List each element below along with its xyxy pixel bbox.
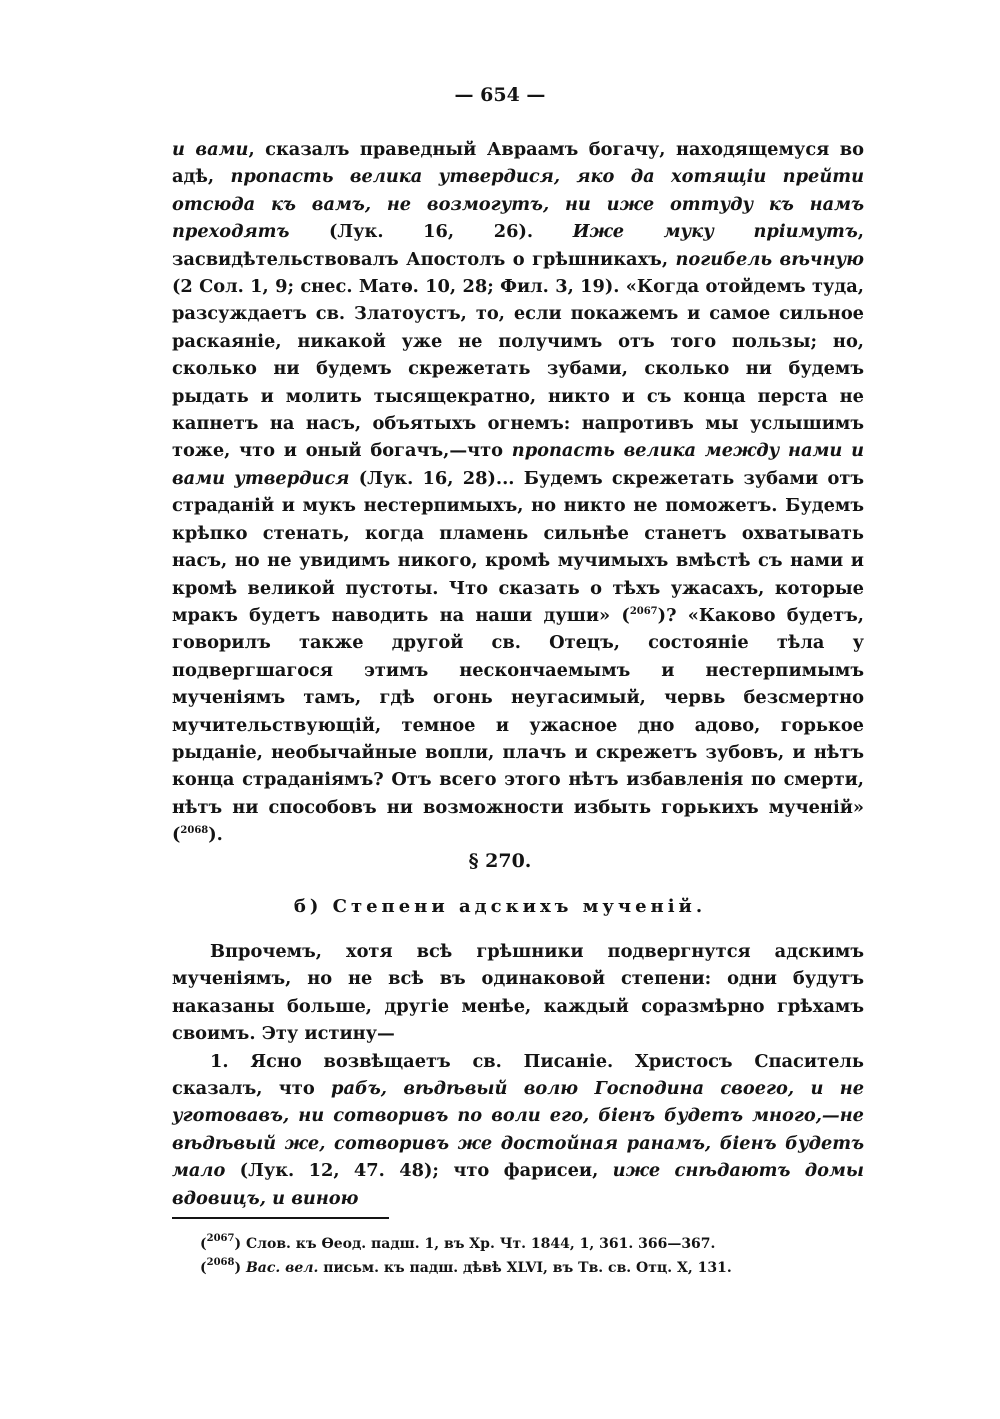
section-title: б) Степени адскихъ мученій. [293, 896, 707, 917]
footnote-ref: 2067 [206, 1233, 235, 1244]
text-run: ( [200, 1260, 207, 1276]
footnote-2067 [200, 1232, 880, 1256]
paragraph-2 [172, 938, 864, 1048]
footnote-2068 [200, 1256, 880, 1280]
text-run: Впрочемъ, хотя всѣ грѣшники подвергнутся адскимъ мученіямъ, но не всѣ въ одинаковой степени: одни будутъ наказаны больше, другіе менѣе, каждый соразмѣрно грѣхамъ своимъ. Эту истину— [172, 941, 864, 1045]
footnote-ref: 2068 [206, 1257, 235, 1268]
text-run: (Лук. 12, 47. 48); что фарисеи, [225, 1160, 613, 1182]
text-run: , засвидѣтельствовалъ Апостолъ о грѣшникахъ, [172, 221, 864, 270]
text-run: ) [234, 1260, 246, 1276]
section-number: § 270. [468, 850, 532, 872]
italic-text: пропасть велика между нами и вами утвердися [172, 440, 865, 489]
footnotes [200, 1232, 880, 1280]
italic-text: пропасть велика утвердися, яко да хотящіи прейти отсюда къ вамъ, не возмогутъ, ни иже оттуду къ намъ преходятъ [172, 166, 865, 243]
text-run: )? «Каково будетъ, говорилъ также другой св. Отецъ, состояніе тѣла у подвергшагося этимъ нескончаемымъ и нестерпимымъ мученіямъ тамъ, гдѣ огонь неугасимый, червь безсмертно мучительствующій, темное и ужасное дно адово, горькое рыданіе, необычайные вопли, плачъ и скрежетъ зубовъ, и нѣтъ конца страданіямъ? Отъ всего этого нѣтъ избавленія по смерти, нѣтъ ни способовъ ни возможности избыть горькихъ мученій» ( [172, 604, 864, 846]
main-text-top [172, 136, 864, 849]
text-run: ). [208, 824, 223, 846]
footnote-ref: 2068 [180, 825, 209, 837]
footnote-divider [172, 1217, 389, 1219]
text-run: , сказалъ праведный Авраамъ богачу, находящемуся во адѣ, [172, 139, 864, 188]
paragraph-3 [172, 1048, 864, 1212]
text-run: письм. къ падш. дѣвѣ XLVI, въ Тв. св. Отц. X, 131. [318, 1260, 732, 1276]
footnote-ref: 2067 [629, 605, 658, 617]
main-text-bottom [172, 938, 864, 1212]
italic-text: Иже муку пріимутъ [572, 221, 858, 243]
text-run: (Лук. 16, 26). [289, 221, 573, 243]
text-run: 1. Ясно возвѣщаетъ св. Писаніе. Христосъ Спаситель сказалъ, что [172, 1050, 864, 1100]
page-number: — 654 — [454, 84, 546, 106]
italic-text: рабъ, вѣдѣвый волю Господина своего, и не уготовавъ, ни сотворивъ по воли его, біенъ будетъ много,—не вѣдѣвый же, сотворивъ же достойная ранамъ, біенъ будетъ мало [172, 1078, 865, 1182]
italic-text: и вами [172, 139, 249, 160]
text-run: ( [200, 1236, 207, 1252]
italic-text: иже снѣдаютъ домы вдовицъ, и виною [172, 1160, 864, 1209]
text-run: (2 Сол. 1, 9; снес. Матѳ. 10, 28; Фил. 3, 19). «Когда отойдемъ туда, разсуждаетъ св. Златоустъ, то, если покажемъ и самое сильное раскаяніе, никакой уже не получимъ отъ того пользы; но, сколько ни будемъ скрежетать зубами, сколько ни будемъ рыдать и молить тысящекратно, никто и съ конца перста не капнетъ на насъ, объятыхъ огнемъ: напротивъ мы услышимъ тоже, что и оный богачъ,—что [172, 276, 864, 462]
italic-text: погибель вѣчную [675, 248, 864, 270]
italic-text: Вас. вел. [245, 1260, 319, 1276]
paragraph-1 [172, 136, 864, 849]
text-run: ) Слов. къ Ѳеод. падш. 1, въ Хр. Чт. 1844, 1, 361. 366—367. [234, 1236, 716, 1252]
text-run: (Лук. 16, 28)... Будемъ скрежетать зубами отъ страданій и мукъ нестерпимыхъ, но никто не поможетъ. Будемъ крѣпко стенать, когда пламень сильнѣе станетъ охватывать насъ, но не увидимъ никого, кромѣ мучимыхъ вмѣстѣ съ нами и кромѣ великой пустоты. Что сказать о тѣхъ ужасахъ, которые мракъ будетъ наводить на наши души» ( [172, 467, 864, 626]
